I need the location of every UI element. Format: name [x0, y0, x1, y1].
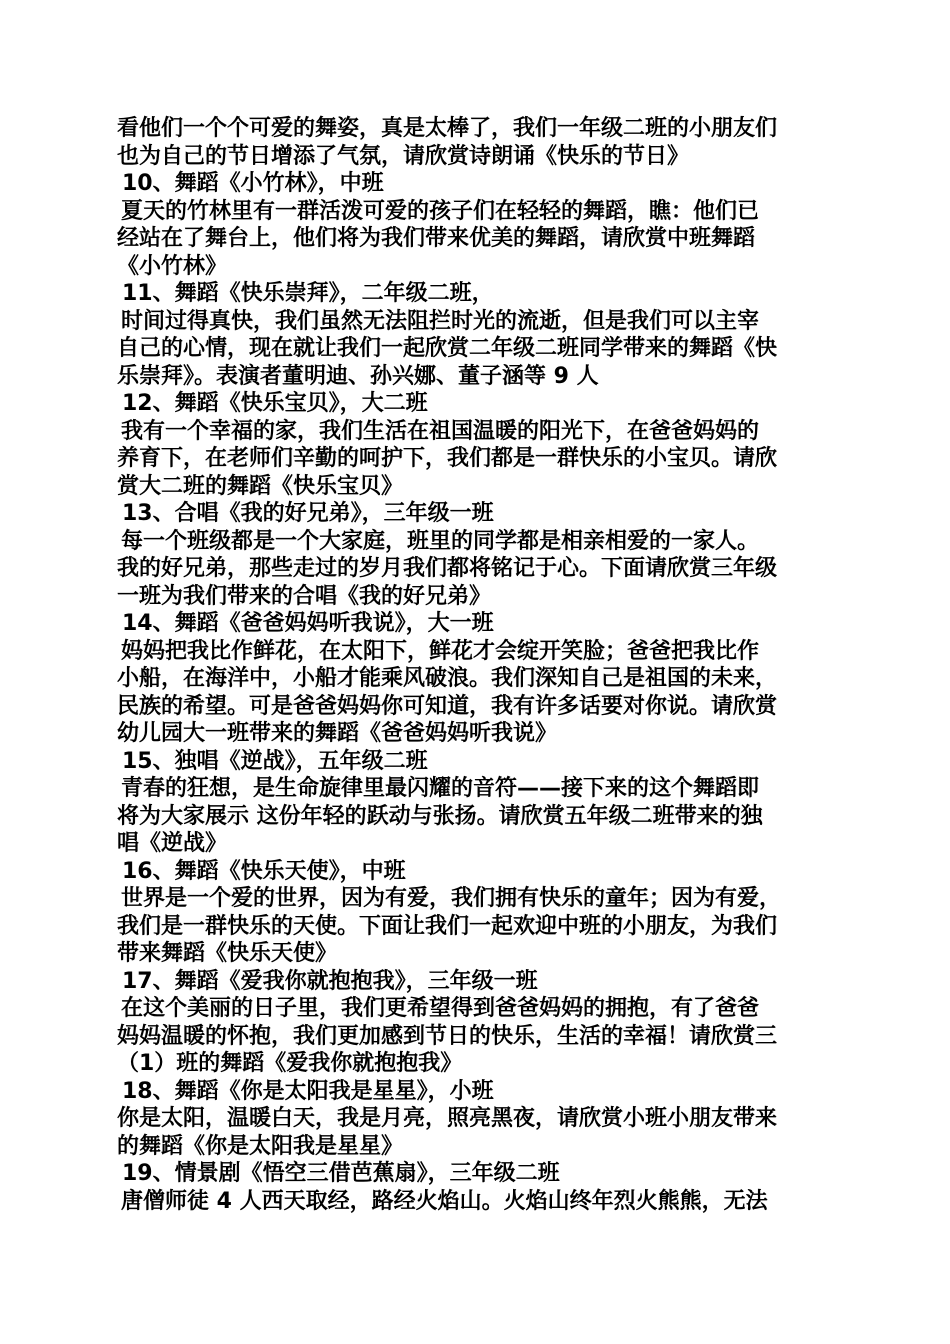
paragraph-line: 一班为我们带来的合唱《我的好兄弟》	[117, 583, 492, 609]
program-item-heading: 10、舞蹈《小竹林》，中班	[122, 171, 384, 196]
program-item-heading: 19、情景剧《悟空三借芭蕉扇》，三年级二班	[122, 1161, 560, 1186]
paragraph-line: 经站在了舞台上，他们将为我们带来优美的舞蹈，请欣赏中班舞蹈	[117, 226, 756, 251]
paragraph-line: 每一个班级都是一个大家庭，班里的同学都是相亲相爱的一家人。	[121, 528, 760, 554]
program-item-heading: 13、合唱《我的好兄弟》，三年级一班	[122, 501, 494, 526]
paragraph-line: 我的好兄弟，那些走过的岁月我们都将铭记于心。下面请欣赏三年级	[117, 556, 778, 581]
paragraph-line: 妈妈把我比作鲜花，在太阳下，鲜花才会绽开笑脸；爸爸把我比作	[121, 638, 760, 664]
document-body	[117, 115, 842, 1215]
program-item-heading: 11、舞蹈《快乐崇拜》，二年级二班，	[122, 281, 494, 306]
paragraph-line: 夏天的竹林里有一群活泼可爱的孩子们在轻轻的舞蹈，瞧：他们已	[121, 198, 760, 224]
paragraph-line: 养育下，在老师们辛勤的呵护下，我们都是一群快乐的小宝贝。请欣	[117, 446, 778, 471]
paragraph-line: 自己的心情，现在就让我们一起欣赏二年级二班同学带来的舞蹈《快	[117, 336, 778, 361]
paragraph-line: 带来舞蹈《快乐天使》	[117, 941, 338, 966]
paragraph-line: 赏大二班的舞蹈《快乐宝贝》	[117, 473, 404, 499]
paragraph-line: （1）班的舞蹈《爱我你就抱抱我》	[117, 1051, 463, 1076]
paragraph-line: 时间过得真快，我们虽然无法阻拦时光的流逝，但是我们可以主宰	[121, 308, 760, 334]
paragraph-line: 唐僧师徒 4 人西天取经，路经火焰山。火焰山终年烈火熊熊，无法	[121, 1188, 768, 1214]
paragraph-line: 的舞蹈《你是太阳我是星星》	[117, 1133, 404, 1159]
paragraph-line: 唱《逆战》	[117, 831, 228, 856]
paragraph-line: 我有一个幸福的家，我们生活在祖国温暖的阳光下，在爸爸妈妈的	[121, 418, 760, 444]
paragraph-line: 你是太阳，温暖白天，我是月亮，照亮黑夜，请欣赏小班小朋友带来	[117, 1106, 778, 1131]
paragraph-line: 小船，在海洋中，小船才能乘风破浪。我们深知自己是祖国的未来，	[117, 666, 778, 691]
program-item-heading: 14、舞蹈《爸爸妈妈听我说》，大一班	[122, 611, 494, 636]
paragraph-line: 青春的狂想，是生命旋律里最闪耀的音符——接下来的这个舞蹈即	[121, 776, 760, 801]
paragraph-line: 世界是一个爱的世界，因为有爱，我们拥有快乐的童年；因为有爱，	[121, 886, 782, 911]
paragraph-line: 我们是一群快乐的天使。下面让我们一起欢迎中班的小朋友，为我们	[117, 913, 778, 939]
paragraph-line: 也为自己的节日增添了气氛，请欣赏诗朗诵《快乐的节日》	[117, 143, 690, 169]
paragraph-line: 幼儿园大一班带来的舞蹈《爸爸妈妈听我说》	[117, 721, 558, 746]
program-item-heading: 18、舞蹈《你是太阳我是星星》，小班	[122, 1078, 494, 1104]
program-item-heading: 17、舞蹈《爱我你就抱抱我》，三年级一班	[122, 968, 538, 994]
paragraph-line: 将为大家展示 这份年轻的跃动与张扬。请欣赏五年级二班带来的独	[117, 803, 763, 829]
paragraph-line: 看他们一个个可爱的舞姿，真是太棒了，我们一年级二班的小朋友们	[117, 116, 778, 141]
paragraph-line: 乐崇拜》。表演者董明迪、孙兴娜、董子涵等 9 人	[117, 363, 599, 389]
program-item-heading: 15、独唱《逆战》，五年级二班	[122, 748, 428, 774]
program-item-heading: 12、舞蹈《快乐宝贝》，大二班	[122, 391, 428, 416]
paragraph-line: 民族的希望。可是爸爸妈妈你可知道，我有许多话要对你说。请欣赏	[117, 693, 778, 719]
paragraph-line: 在这个美丽的日子里，我们更希望得到爸爸妈妈的拥抱，有了爸爸	[121, 996, 760, 1021]
program-item-heading: 16、舞蹈《快乐天使》，中班	[122, 858, 406, 884]
paragraph-line: 妈妈温暖的怀抱，我们更加感到节日的快乐，生活的幸福！请欣赏三	[117, 1023, 778, 1049]
paragraph-line: 《小竹林》	[117, 253, 228, 279]
